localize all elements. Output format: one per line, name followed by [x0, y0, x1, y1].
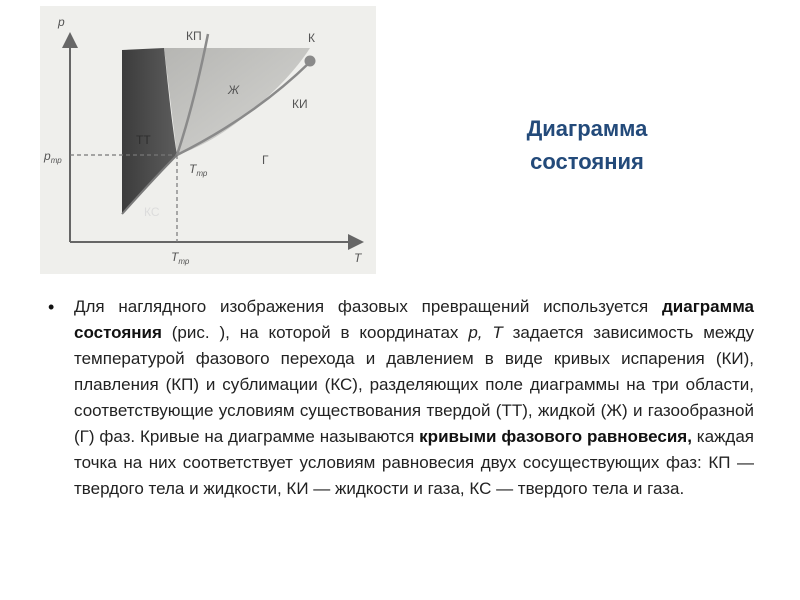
phase-diagram-figure [40, 6, 376, 274]
body-bold-diagram-state: диаграмма состояния [74, 297, 754, 342]
y-axis-label: p [58, 15, 65, 29]
phase-diagram-svg [40, 6, 376, 274]
body-text-part-2: (рис. ), на которой в координатах [161, 323, 469, 342]
triple-temperature-point-label: $T_{тр}$ [189, 162, 208, 178]
body-text-list [46, 294, 758, 502]
triple-temperature-axis-label: $T_{тр}$ [171, 250, 190, 266]
body-text-part-1: Для наглядного изображения фазовых превращений используется [74, 297, 662, 316]
slide-title-line-1: Диаграмма [526, 116, 648, 141]
slide-title-line-2: состояния [530, 149, 644, 174]
body-paragraph-item [46, 294, 758, 502]
solid-region-label: ТТ [136, 133, 151, 147]
body-paragraph [74, 294, 754, 502]
melting-curve-label: КП [186, 29, 202, 43]
gas-region-label: Г [262, 153, 269, 167]
bullet-marker: • [48, 297, 55, 317]
critical-point-label: К [308, 31, 315, 45]
body-bold-equilibrium-curves: кривыми фазового равновесия, [419, 427, 692, 446]
body-italic-coordinates: р, Т [468, 323, 503, 342]
critical-point-k [305, 56, 316, 67]
evaporation-curve-label: КИ [292, 97, 308, 111]
sublimation-curve-label: КС [144, 205, 160, 219]
body-text-part-3: задается зависимость между температурой фазового перехода и давлением в виде кривых испарения (КИ), плавления (КП) и сублимации (КС), разделяющих поле диаграммы на три области, соответствующие условиям существования твердой (ТТ), жидкой (Ж) и газообразной (Г) фаз. Кривые на диаграмме называются [74, 323, 754, 446]
liquid-region [164, 48, 310, 155]
liquid-region-label: Ж [228, 83, 240, 97]
x-axis-label: T [354, 251, 362, 265]
body-text-part-4: каждая точка на них соответствует условиям равновесия двух сосуществующих фаз: КП — твердого тела и жидкости, КИ — жидкости и газа, КС — твердого тела и газа. [74, 427, 754, 498]
slide-title [478, 112, 696, 178]
triple-pressure-label: $p_{тр}$ [44, 149, 62, 165]
